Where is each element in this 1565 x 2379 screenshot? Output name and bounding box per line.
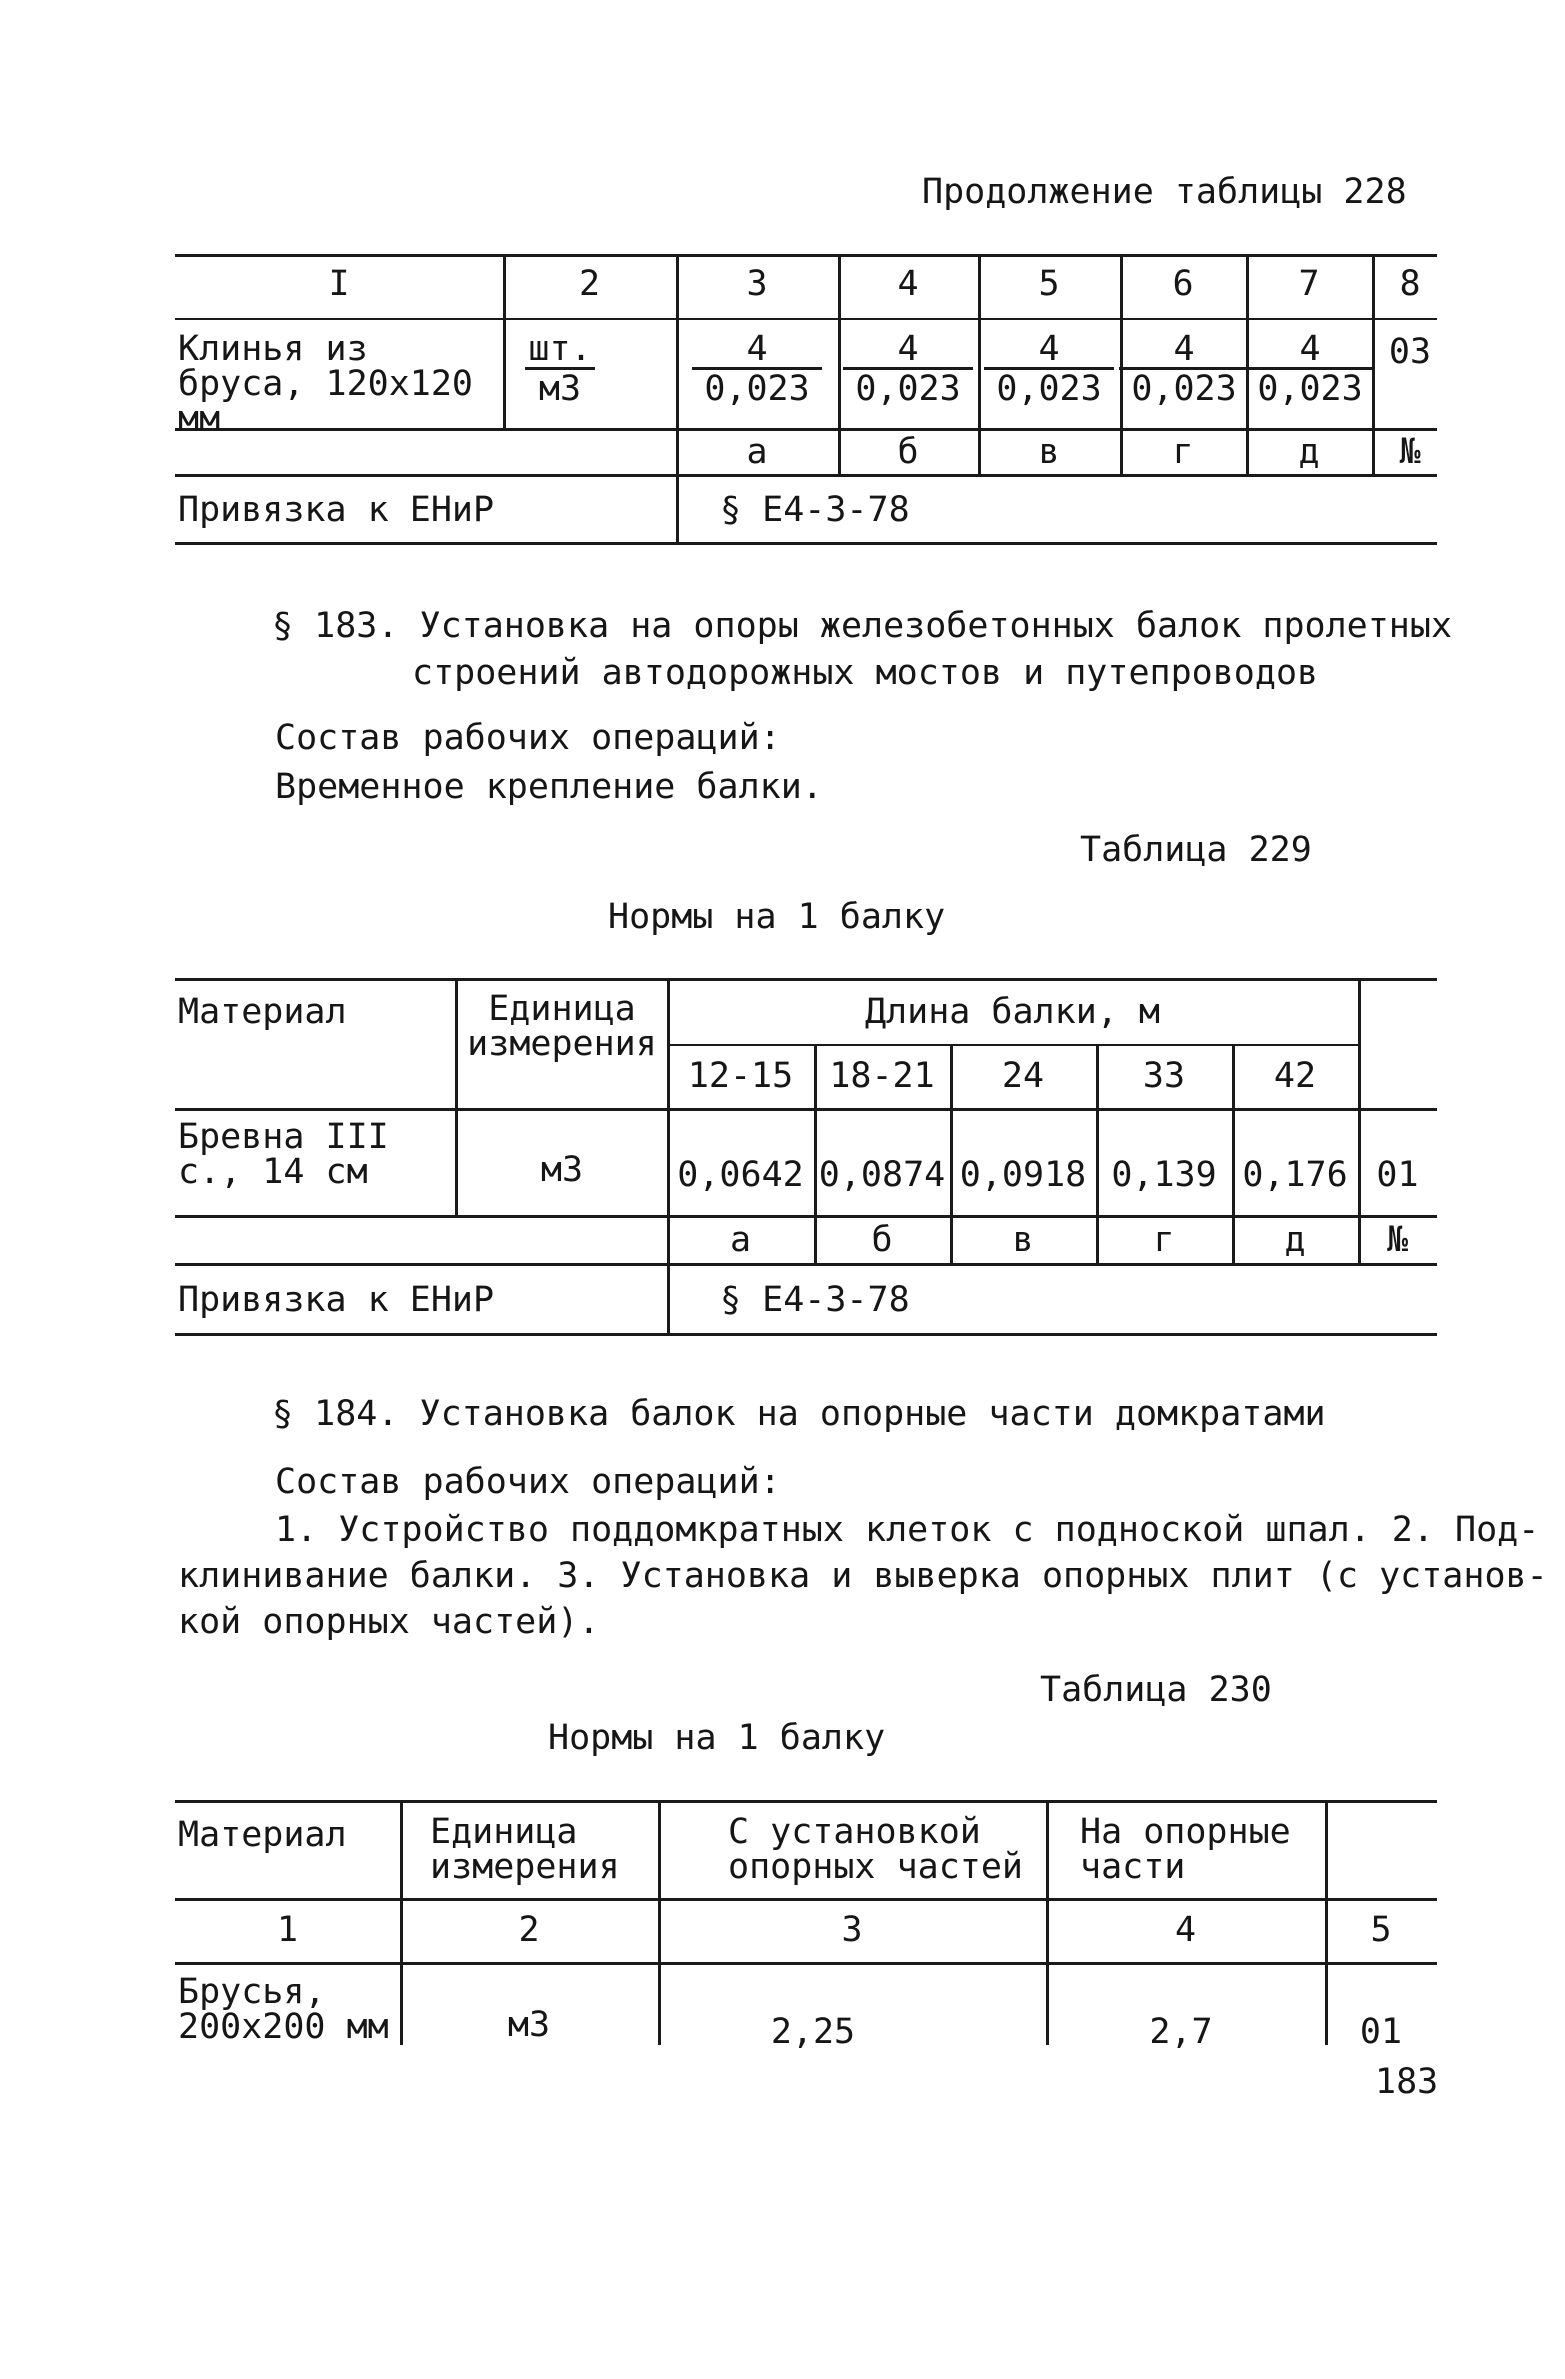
- table-228-material: Клинья из бруса, 120x120 мм: [178, 329, 474, 439]
- value-num: 4: [746, 329, 768, 369]
- table-230-header-2: 2: [518, 1910, 540, 1950]
- table-228-header-3: 3: [746, 264, 768, 304]
- table-230-col-on: На опорные части: [1080, 1812, 1291, 1887]
- section-183-ops-text: Временное крепление балки.: [275, 767, 823, 807]
- section-184-ops-line3: кой опорных частей).: [178, 1602, 600, 1642]
- table-228-unit: [515, 329, 605, 409]
- table-229-length-3: 24: [1001, 1056, 1045, 1096]
- table-229-col-length: Длина балки, м: [864, 992, 1160, 1032]
- table-228-letter-d: д: [1298, 432, 1320, 472]
- table-230-unit: м3: [507, 2005, 551, 2045]
- section-183-ops-label: Состав рабочих операций:: [275, 718, 781, 758]
- table-229-letter-g: г: [1153, 1220, 1175, 1260]
- table-229-ref-value: § Е4-3-78: [720, 1280, 910, 1320]
- table-228-letter-v: в: [1038, 432, 1060, 472]
- table-228-ref-value: § Е4-3-78: [720, 490, 910, 530]
- table-229-letter-d: д: [1284, 1220, 1306, 1260]
- value-den: 0,023: [692, 367, 822, 407]
- table-228-letter-b: б: [897, 432, 919, 472]
- table-230-header-5: 5: [1370, 1910, 1392, 1950]
- value-den: 0,023: [1245, 367, 1375, 407]
- table-229-letter-v: в: [1012, 1220, 1034, 1260]
- table-230-header-3: 3: [841, 1910, 863, 1950]
- table-229-material: Бревна III с., 14 см: [178, 1117, 389, 1192]
- table-230-col-material: Материал: [178, 1815, 347, 1855]
- value-num: 4: [1173, 329, 1195, 369]
- section-183-title-line1: § 183. Установка на опоры железобетонных балок пролетных: [272, 606, 1453, 646]
- table-229-length-4: 33: [1142, 1056, 1186, 1096]
- table-229-value-4: 0,139: [1111, 1155, 1217, 1195]
- table-230-header-1: 1: [276, 1910, 299, 1950]
- table-229-value-2: 0,0874: [818, 1155, 946, 1195]
- table-228-unit-num: шт.: [528, 329, 592, 369]
- value-den: 0,023: [843, 367, 973, 407]
- table-230-material: Брусья, 200x200 мм: [178, 1972, 389, 2047]
- table-228-header-6: 6: [1172, 264, 1194, 304]
- table-228-header-8: 8: [1399, 264, 1421, 304]
- table-229-letter-no: №: [1386, 1220, 1409, 1260]
- table-229-unit: м3: [540, 1150, 584, 1190]
- table-229-length-1: 12-15: [687, 1056, 794, 1096]
- table-230-code: 01: [1359, 2012, 1403, 2052]
- table-229-col-unit: Единица измерения: [467, 989, 657, 1064]
- table-230-norms-label: Нормы на 1 балку: [548, 1718, 886, 1758]
- table-229-length-5: 42: [1273, 1056, 1317, 1096]
- value-den: 0,023: [984, 367, 1114, 407]
- table-229-norms-label: Нормы на 1 балку: [608, 897, 946, 937]
- continuation-title: Продолжение таблицы 228: [922, 172, 1407, 212]
- table-228-letter-a: а: [746, 432, 768, 472]
- table-228-header-1: I: [328, 264, 350, 304]
- table-228-header-5: 5: [1038, 264, 1060, 304]
- table-229-value-1: 0,0642: [677, 1155, 804, 1195]
- value-num: 4: [1299, 329, 1321, 369]
- table-230-col-with: С установкой опорных частей: [728, 1812, 1024, 1887]
- table-229-code: 01: [1376, 1155, 1419, 1195]
- table-228-value-7: [1235, 329, 1385, 409]
- table-229-ref-label: Привязка к ЕНиР: [178, 1280, 495, 1320]
- table-229-letter-b: б: [871, 1220, 893, 1260]
- value-num: 4: [897, 329, 919, 369]
- table-230-label: Таблица 230: [1040, 1670, 1272, 1710]
- section-183-title-line2: строений автодорожных мостов и путепроводов: [412, 653, 1319, 693]
- table-228-value-3: [682, 329, 832, 409]
- table-228-header-4: 4: [897, 264, 919, 304]
- value-num: 4: [1038, 329, 1060, 369]
- table-229-col-material: Материал: [178, 992, 347, 1032]
- table-228-unit-den: м3: [525, 367, 595, 407]
- table-228-value-5: [974, 329, 1124, 409]
- table-228-ref-label: Привязка к ЕНиР: [178, 490, 495, 530]
- table-230-on-value: 2,7: [1149, 2012, 1213, 2052]
- table-229-letter-a: а: [729, 1220, 752, 1260]
- table-228-code: 03: [1388, 332, 1432, 372]
- value-den: 0,023: [1119, 367, 1249, 407]
- table-229-label: Таблица 229: [1080, 830, 1312, 870]
- table-229-value-3: 0,0918: [959, 1155, 1087, 1195]
- table-230-col-unit: Единица измерения: [430, 1812, 620, 1887]
- section-184-title: § 184. Установка балок на опорные части домкратами: [272, 1394, 1326, 1434]
- table-230-with-value: 2,25: [770, 2012, 856, 2052]
- table-228-header-7: 7: [1298, 264, 1320, 304]
- table-228-letter-g: г: [1172, 432, 1194, 472]
- table-228-letter-no: №: [1399, 432, 1421, 472]
- table-229-length-2: 18-21: [829, 1056, 935, 1096]
- table-230-header-4: 4: [1174, 1910, 1197, 1950]
- table-228-header-2: 2: [578, 264, 601, 304]
- table-228-value-4: [833, 329, 983, 409]
- section-184-ops-label: Состав рабочих операций:: [275, 1462, 781, 1502]
- section-184-ops-line2: клинивание балки. 3. Установка и выверка опорных плит (с установ-: [178, 1556, 1548, 1596]
- table-229-value-5: 0,176: [1242, 1155, 1348, 1195]
- section-184-ops-line1: 1. Устройство поддомкратных клеток с подноской шпал. 2. Под-: [275, 1510, 1540, 1550]
- page-number: 183: [1375, 2062, 1439, 2102]
